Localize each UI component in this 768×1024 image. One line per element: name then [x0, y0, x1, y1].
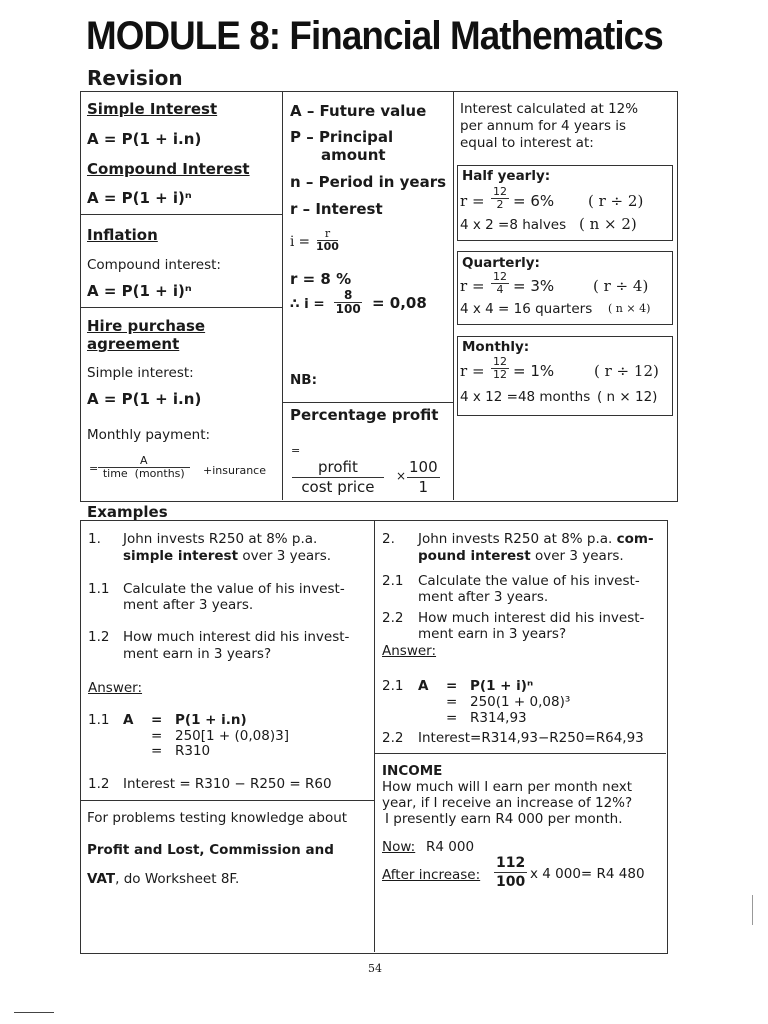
hire-purchase-heading-2: agreement — [87, 335, 180, 353]
a21-step: 250(1 + 0,08)³ — [470, 694, 571, 710]
examples-col-divider — [374, 520, 375, 952]
compound-interest-heading: Compound Interest — [87, 160, 250, 178]
after-increase-label: After increase: — [382, 867, 481, 883]
percentage-profit-denominator-2: 1 — [418, 478, 429, 496]
percentage-profit-fraction-2 — [407, 458, 440, 497]
after-increase-numerator: 112 — [496, 855, 526, 871]
answer-label-1: Answer: — [88, 680, 143, 696]
q1-line1: John invests R250 at 8% p.a. — [123, 531, 318, 547]
quarterly-r-eq: r = — [460, 277, 485, 295]
half-yearly-r-eq: r = — [460, 192, 485, 210]
def-calc-denominator: 100 — [335, 302, 361, 316]
income-line1: How much will I earn per month next — [382, 779, 633, 795]
q22-line1: How much interest did his invest- — [418, 610, 645, 626]
scan-mark — [752, 895, 753, 925]
q2-line2-bold: pound interest — [418, 548, 531, 564]
q1-line2-rest: over 3 years. — [238, 548, 332, 564]
q2-line2-rest: over 3 years. — [530, 548, 624, 564]
income-heading: INCOME — [382, 763, 443, 779]
percentage-profit-denominator: cost price — [301, 478, 375, 496]
income-line3: I presently earn R4 000 per month. — [385, 811, 623, 827]
conversion-intro-3: equal to interest at: — [460, 135, 594, 151]
a12-answer: Interest = R310 − R250 = R60 — [123, 776, 332, 792]
now-value: R4 000 — [426, 839, 475, 855]
def-calc-result: = 0,08 — [372, 294, 427, 312]
monthly-payment-label: Monthly payment: — [87, 427, 211, 443]
q2-line1-text: John invests R250 at 8% p.a. — [418, 531, 617, 547]
note-line1: For problems testing knowledge about — [87, 810, 348, 826]
q21-line1: Calculate the value of his invest- — [418, 573, 640, 589]
a11-a: A — [123, 712, 134, 728]
monthly-fraction — [491, 356, 509, 381]
monthly-line2: 4 x 12 =48 months — [460, 389, 591, 405]
quarterly-fraction — [491, 271, 509, 296]
conversion-intro-2: per annum for 4 years is — [460, 118, 627, 134]
def-calc-numerator: 8 — [334, 289, 362, 303]
inflation-heading: Inflation — [87, 226, 158, 244]
percentage-profit-times: × — [396, 469, 407, 483]
half-yearly-fraction — [491, 186, 509, 211]
percentage-profit-heading: Percentage profit — [290, 406, 439, 424]
half-yearly-denominator: 2 — [496, 198, 504, 211]
after-increase-result: x 4 000= R4 480 — [530, 866, 645, 882]
note-line2: Profit and Lost, Commission and — [87, 842, 334, 858]
examples-heading: Examples — [87, 503, 168, 521]
q1-line2-bold: simple interest — [123, 548, 239, 564]
a11-number: 1.1 — [88, 712, 110, 728]
half-yearly-op: ( r ÷ 2) — [588, 192, 644, 210]
simple-interest-formula: A = P(1 + i.n) — [87, 130, 202, 148]
q21-line2: ment after 3 years. — [418, 589, 549, 605]
a22-number: 2.2 — [382, 730, 404, 746]
percentage-profit-numerator-2: 100 — [409, 458, 438, 476]
a22-answer: Interest=R314,93−R250=R64,93 — [418, 730, 644, 746]
half-yearly-op2: ( n × 2) — [579, 215, 637, 233]
q11-number: 1.1 — [88, 581, 110, 597]
examples-right-divider — [374, 753, 666, 754]
page-number: 54 — [368, 962, 382, 975]
a21-number: 2.1 — [382, 678, 404, 694]
monthly-denominator: 12 — [493, 368, 507, 381]
inflation-label: Compound interest: — [87, 257, 221, 273]
monthly-r-eq: r = — [460, 362, 485, 380]
a11-eq2: = — [151, 728, 163, 744]
q12-line2: ment earn in 3 years? — [123, 646, 272, 662]
page-title: MODULE 8: Financial Mathematics — [86, 14, 663, 58]
def-principal-2: amount — [321, 146, 386, 164]
a11-result: R310 — [175, 743, 211, 759]
def-i-fraction — [316, 228, 339, 253]
inflation-formula: A = P(1 + i)ⁿ — [87, 282, 192, 300]
half-yearly-result: = 6% — [513, 192, 555, 210]
hire-purchase-label: Simple interest: — [87, 365, 194, 381]
q2-number: 2. — [382, 531, 395, 547]
quarterly-heading: Quarterly: — [462, 255, 540, 271]
def-future-value: A – Future value — [290, 102, 427, 120]
a21-a: A — [418, 678, 429, 694]
percentage-profit-numerator: profit — [292, 458, 384, 478]
half-yearly-line2: 4 x 2 =8 halves — [460, 217, 567, 233]
q21-number: 2.1 — [382, 573, 404, 589]
examples-left-divider — [80, 800, 374, 801]
monthly-op: ( r ÷ 12) — [594, 362, 659, 380]
q22-number: 2.2 — [382, 610, 404, 626]
def-i-denominator: 100 — [316, 240, 339, 253]
percentage-profit-fraction — [292, 458, 384, 497]
note-line3 — [87, 871, 239, 887]
def-i-numerator: r — [317, 228, 338, 241]
scan-mark-bottom — [14, 1012, 54, 1013]
quarterly-denominator: 4 — [496, 283, 504, 296]
a11-step: 250[1 + (0,08)3] — [175, 728, 289, 744]
now-label: Now: — [382, 839, 416, 855]
def-period: n – Period in years — [290, 173, 447, 191]
answer-label-2: Answer: — [382, 643, 437, 659]
a21-result: R314,93 — [470, 710, 527, 726]
revision-divider-profit — [282, 402, 453, 403]
hire-purchase-formula: A = P(1 + i.n) — [87, 390, 202, 408]
def-interest: r – Interest — [290, 200, 383, 218]
half-yearly-numerator: 12 — [493, 185, 507, 198]
section-title-revision: Revision — [87, 66, 183, 90]
q22-line2: ment earn in 3 years? — [418, 626, 567, 642]
monthly-numerator: 12 — [493, 355, 507, 368]
revision-divider-hire — [80, 307, 282, 308]
note-line3-bold: VAT — [87, 871, 116, 887]
a21-formula: P(1 + i)ⁿ — [470, 678, 534, 694]
q11-line2: ment after 3 years. — [123, 597, 254, 613]
q1-number: 1. — [88, 531, 101, 547]
revision-divider-inflation — [80, 214, 282, 215]
monthly-op2: ( n × 12) — [597, 389, 658, 405]
a11-formula: P(1 + i.n) — [175, 712, 247, 728]
after-increase-fraction — [494, 854, 527, 891]
monthly-result: = 1% — [513, 362, 555, 380]
quarterly-result: = 3% — [513, 277, 555, 295]
q2-line1-bold: com- — [616, 531, 654, 547]
revision-col-divider-2 — [453, 91, 454, 500]
q1-line2 — [123, 548, 331, 564]
monthly-payment-fraction — [98, 455, 190, 480]
conversion-intro-1: Interest calculated at 12% — [460, 101, 639, 117]
a21-eq2: = — [446, 694, 458, 710]
after-increase-denominator: 100 — [496, 874, 526, 890]
simple-interest-heading: Simple Interest — [87, 100, 218, 118]
def-nb: NB: — [290, 372, 317, 388]
def-i-eq: i = — [290, 234, 310, 250]
q11-line1: Calculate the value of his invest- — [123, 581, 345, 597]
monthly-payment-numerator: A — [98, 455, 190, 468]
monthly-payment-eq: = — [89, 462, 99, 475]
q12-number: 1.2 — [88, 629, 110, 645]
quarterly-line2: 4 x 4 = 16 quarters — [460, 301, 593, 317]
a12-number: 1.2 — [88, 776, 110, 792]
monthly-heading: Monthly: — [462, 339, 530, 355]
quarterly-op: ( r ÷ 4) — [593, 277, 649, 295]
income-line2: year, if I receive an increase of 12%? — [382, 795, 633, 811]
note-line3-rest: , do Worksheet 8F. — [115, 871, 240, 887]
compound-interest-formula: A = P(1 + i)ⁿ — [87, 189, 192, 207]
quarterly-numerator: 12 — [493, 270, 507, 283]
monthly-payment-insurance: +insurance — [203, 464, 266, 477]
a21-eq3: = — [446, 710, 458, 726]
hire-purchase-heading: Hire purchase — [87, 317, 206, 335]
q12-line1: How much interest did his invest- — [123, 629, 350, 645]
q2-line2 — [418, 548, 624, 564]
a11-eq1: = — [151, 712, 163, 728]
a21-eq1: = — [446, 678, 458, 694]
def-r-value: r = 8 % — [290, 270, 352, 288]
quarterly-op2: ( n × 4) — [608, 302, 651, 315]
def-principal: P – Principal — [290, 128, 394, 146]
a11-eq3: = — [151, 743, 163, 759]
percentage-profit-eq: = — [291, 444, 301, 457]
def-calc-fraction — [334, 289, 362, 316]
revision-col-divider-1 — [282, 91, 283, 500]
q2-line1 — [418, 531, 654, 547]
half-yearly-heading: Half yearly: — [462, 168, 551, 184]
def-therefore: ∴ i = — [290, 296, 325, 312]
monthly-payment-denominator: time (months) — [102, 467, 185, 480]
